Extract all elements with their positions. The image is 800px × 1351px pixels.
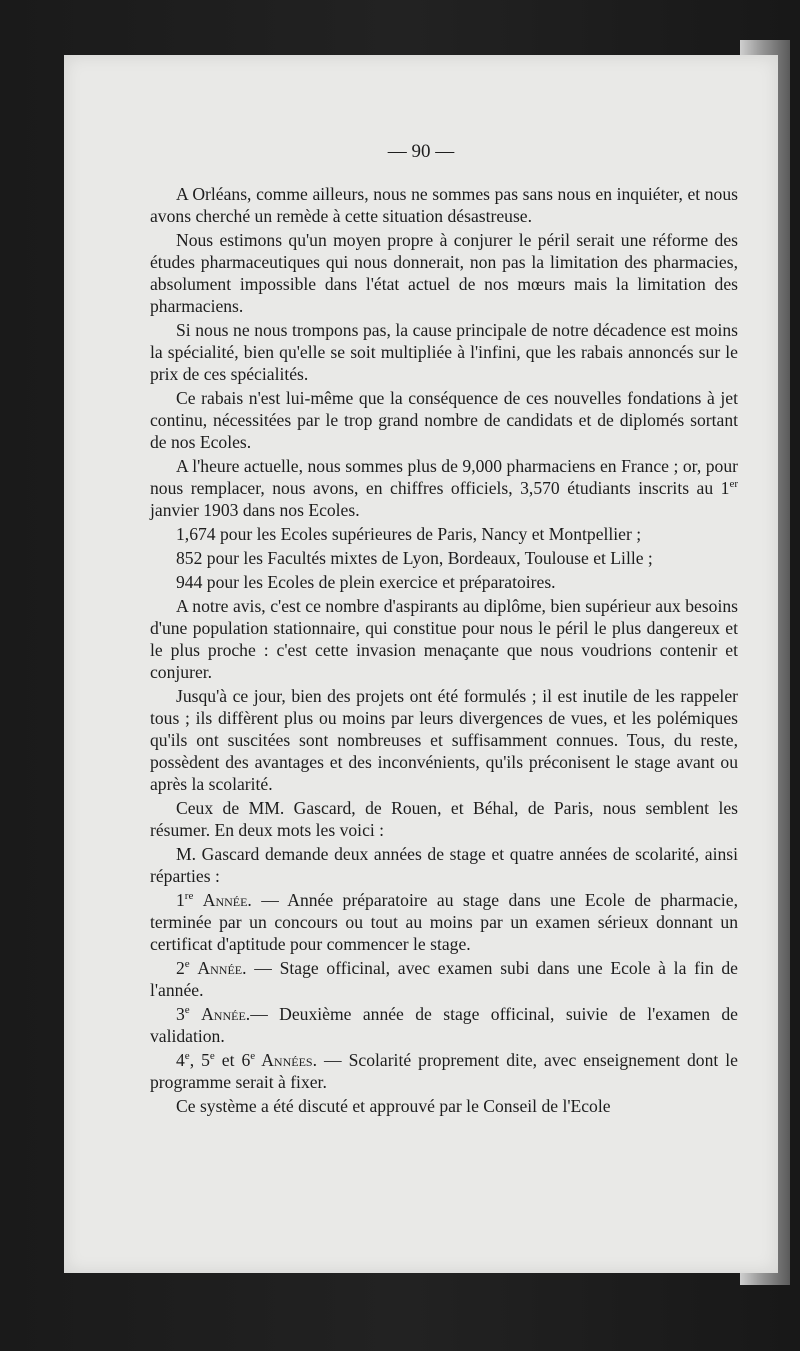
year-label: Années. — [255, 1050, 317, 1070]
paragraph: Nous estimons qu'un moyen propre à conjurer le péril serait une réforme des études pharmaceutiques qui nous donnerait, non pas la limitation des pharmacies, absolument impossible dans l'état actuel de nos mœurs mais la limitation des pharmaciens. — [150, 230, 738, 316]
book-page — [64, 55, 778, 1273]
ordinal-suffix: re — [184, 890, 194, 903]
ordinal-suffix: e — [184, 1050, 190, 1063]
page-number: — 90 — — [387, 141, 455, 162]
year-description: — Scolarité proprement dite, avec enseignement dont le programme serait à fixer. — [150, 1050, 738, 1092]
paragraph: 1,674 pour les Ecoles supérieures de Paris, Nancy et Montpellier ; — [176, 524, 642, 544]
year-number: 4 — [176, 1050, 185, 1070]
page-body — [150, 183, 738, 1119]
paragraph: Ce rabais n'est lui-même que la conséquence de ces nouvelles fondations à jet continu, nécessitées par le trop grand nombre de candidats et de diplomés sortant de nos Ecoles. — [150, 388, 738, 452]
paragraph: Jusqu'à ce jour, bien des projets ont été formulés ; il est inutile de les rappeler tous ; ils diffèrent plus ou moins par leurs divergences de vues, et les polémiques qu'ils ont suscitées sont nombreuses et suffisamment connues. Tous, du reste, possèdent des avantages et des inconvénients, qu'ils préconisent le stage avant ou après la scolarité. — [150, 686, 738, 794]
paragraph: Si nous ne nous trompons pas, la cause principale de notre décadence est moins la spécialité, bien qu'elle se soit multipliée à l'infini, que les rabais annoncés sur le prix de ces spécialités. — [150, 320, 738, 384]
paragraph-text: A l'heure actuelle, nous sommes plus de 9,000 pharmaciens en France ; or, pour nous remplacer, nous avons, en chiffres officiels, 3,570 étudiants inscrits au 1 — [150, 456, 738, 498]
paragraph: A notre avis, c'est ce nombre d'aspirants au diplôme, bien supérieur aux besoins d'une population stationnaire, qui constitue pour nous le péril le plus dangereux et le plus proche : c'est cette invasion menaçante que nous voudrions contenir et conjurer. — [150, 596, 738, 682]
year-entry — [150, 1003, 738, 1047]
year-label: Année. — [202, 890, 252, 910]
year-entry — [150, 957, 738, 1001]
year-number: 3 — [176, 1004, 185, 1024]
paragraph: 944 pour les Ecoles de plein exercice et préparatoires. — [176, 572, 556, 592]
ordinal-suffix: e — [209, 1050, 215, 1063]
ordinal-suffix: e — [184, 1004, 190, 1017]
year-number: 2 — [176, 958, 185, 978]
year-number: , 5 — [189, 1050, 210, 1070]
year-number: et 6 — [214, 1050, 251, 1070]
year-description: — Année préparatoire au stage dans une Ecole de pharmacie, terminée par un concours ou tout au moins par un examen sérieux donnant un certificat d'aptitude pour commencer le stage. — [150, 890, 738, 954]
year-entry — [150, 1049, 738, 1093]
year-description: — Deuxième année de stage officinal, suivie de l'examen de validation. — [150, 1004, 738, 1046]
year-description: — Stage officinal, avec examen subi dans une Ecole à la fin de l'année. — [150, 958, 738, 1000]
paragraph — [150, 455, 738, 521]
paragraph: Ce système a été discuté et approuvé par le Conseil de l'Ecole — [176, 1096, 611, 1116]
paragraph: Ceux de MM. Gascard, de Rouen, et Béhal, de Paris, nous semblent les résumer. En deux mots les voici : — [150, 798, 738, 840]
year-number: 1 — [176, 890, 185, 910]
year-label: Année. — [201, 1004, 251, 1024]
ordinal-suffix: er — [729, 478, 738, 491]
year-entry — [150, 889, 738, 955]
paragraph: 852 pour les Facultés mixtes de Lyon, Bordeaux, Toulouse et Lille ; — [176, 548, 653, 568]
paragraph: A Orléans, comme ailleurs, nous ne sommes pas sans nous en inquiéter, et nous avons cherché un remède à cette situation désastreuse. — [150, 184, 738, 226]
paragraph-text: janvier 1903 dans nos Ecoles. — [150, 500, 360, 520]
paragraph: M. Gascard demande deux années de stage et quatre années de scolarité, ainsi réparties : — [150, 844, 738, 886]
ordinal-suffix: e — [184, 958, 190, 971]
year-label: Année. — [197, 958, 247, 978]
ordinal-suffix: e — [250, 1050, 256, 1063]
